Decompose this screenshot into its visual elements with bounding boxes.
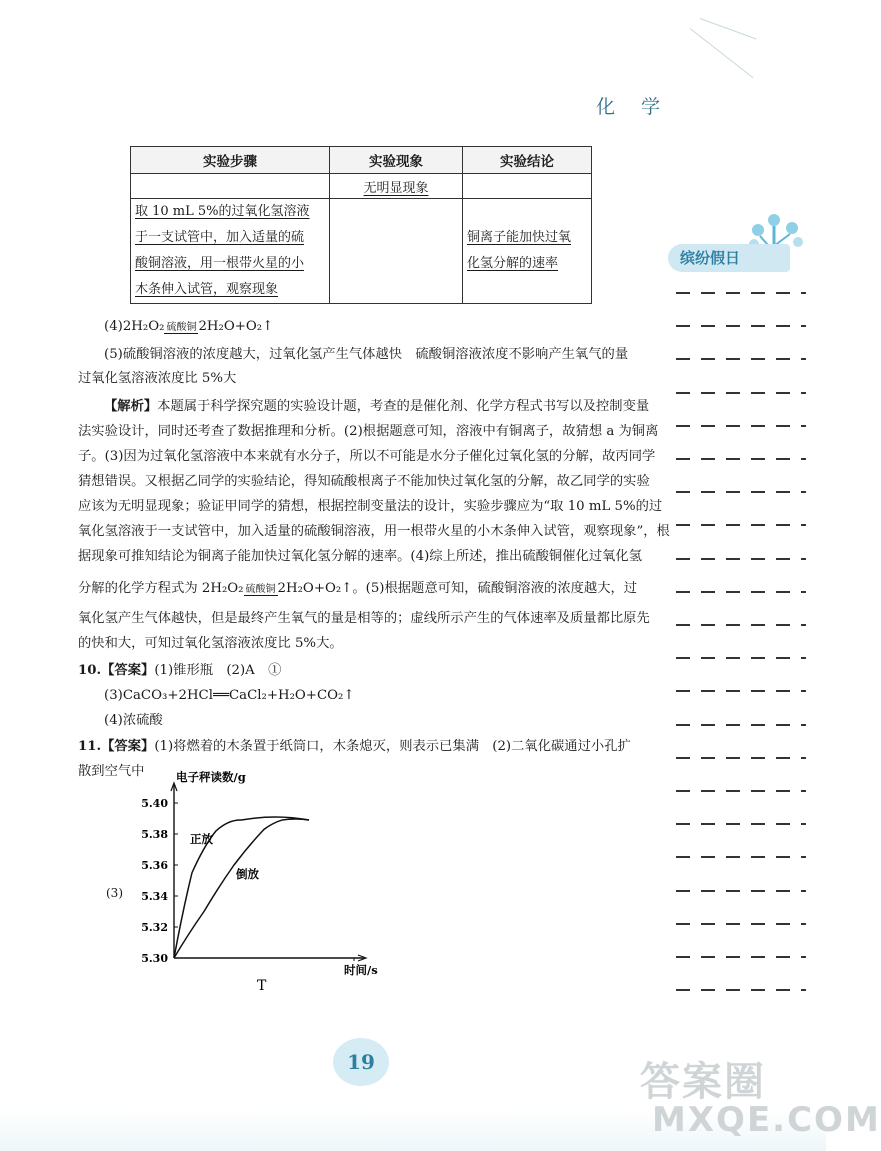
table-cell xyxy=(463,174,592,199)
header-steps: 实验步骤 xyxy=(131,147,330,174)
analysis-line: 氧化氢溶液于一支试管中，加入适量的硫酸铜溶液，用一根带火星的小木条伸入试管，观察现象”，根 xyxy=(78,524,670,539)
y-tick-label: 5.32 xyxy=(141,921,168,934)
analysis-tag: 【解析】 xyxy=(104,399,158,414)
y-tick-label: 5.40 xyxy=(141,797,168,810)
x-axis-label: 时间/s xyxy=(344,963,378,977)
answer-10-line: (3)CaCO₃+2HCl══CaCl₂+H₂O+CO₂↑ xyxy=(104,688,355,703)
table-cell xyxy=(330,199,463,304)
steps-line: 酸铜溶液，用一根带火星的小 xyxy=(135,256,305,271)
note-line xyxy=(676,757,806,759)
answer-10 xyxy=(78,662,281,680)
y-tick-label: 5.34 xyxy=(141,890,168,903)
answer-5-line: (5)硫酸铜溶液的浓度越大，过氧化氢产生气体越快 硫酸铜溶液浓度不影响产生氧气的量 xyxy=(104,347,629,362)
holiday-badge: 缤纷假日 xyxy=(668,244,790,272)
answer-5-line: 过氧化氢溶液浓度比 5%大 xyxy=(78,371,237,386)
answer-text: (1)锥形瓶 (2)A ① xyxy=(154,663,282,678)
note-line xyxy=(676,956,806,958)
analysis-line: 应该为无明显现象；验证甲同学的猜想，根据控制变量法的设计，实验步骤应为“取 10 mL 5%的过 xyxy=(78,499,663,514)
answer-11-part3: (3) xyxy=(106,886,123,900)
note-line xyxy=(676,558,806,560)
note-line xyxy=(676,724,806,726)
analysis-line: 法实验设计，同时还考查了数据推理和分析。(2)根据题意可知，溶液中有铜离子，故猜想 a 为铜离 xyxy=(78,424,659,439)
note-line xyxy=(676,624,806,626)
note-line xyxy=(676,591,806,593)
corner-decoration xyxy=(690,28,754,78)
note-line xyxy=(676,690,806,692)
note-line xyxy=(676,524,806,526)
phenomenon-text: 无明显现象 xyxy=(363,180,429,196)
note-line xyxy=(676,358,806,360)
analysis-line: 氧化氢产生气体越快，但是最终产生氧气的量是相等的；虚线所示产生的气体速率及质量都比原先 xyxy=(78,611,650,626)
answer-4 xyxy=(104,318,273,336)
series-label: 正放 xyxy=(190,832,213,846)
note-line xyxy=(676,823,806,825)
steps-line: 取 10 mL 5%的过氧化氢溶液 xyxy=(135,204,310,219)
table-row xyxy=(131,174,592,199)
table-header-row xyxy=(131,147,592,174)
analysis-line: 据现象可推知结论为铜离子能加快过氧化氢分解的速率。(4)综上所述，推出硫酸铜催化过氧化氢 xyxy=(78,549,643,564)
analysis-line: 猜想错误。又根据乙同学的实验结论，得知硫酸根离子不能加快过氧化氢的分解，故乙同学的实验 xyxy=(78,474,650,489)
note-line xyxy=(676,856,806,858)
steps-line: 木条伸入试管，观察现象 xyxy=(135,282,279,297)
steps-cell xyxy=(131,199,330,304)
y-tick-label: 5.38 xyxy=(141,828,168,841)
equation-reactants: 分解的化学方程式为 2H₂O₂ xyxy=(78,581,244,596)
watermark-url: MXQE.COM xyxy=(652,1100,881,1140)
answer-11-line: 散到空气中 xyxy=(78,764,145,779)
answer-text: (1)将燃着的木条置于纸筒口，木条熄灭，则表示已集满 (2)二氧化碳通过小孔扩 xyxy=(154,739,631,754)
note-line xyxy=(676,989,806,991)
catalyst-label: 硫酸铜 xyxy=(166,322,197,333)
series-label: 倒放 xyxy=(236,867,259,881)
note-line xyxy=(676,325,806,327)
mass-time-chart xyxy=(100,770,378,995)
conclusion-cell xyxy=(463,199,592,304)
analysis-line: 的快和大，可知过氧化氢溶液浓度比 5%大。 xyxy=(78,636,343,651)
header-phenomenon: 实验现象 xyxy=(330,147,463,174)
corner-decoration xyxy=(700,18,757,39)
analysis-line xyxy=(104,398,649,416)
note-line xyxy=(676,292,806,294)
table-cell xyxy=(330,174,463,199)
answer-tag: 11.【答案】 xyxy=(78,739,155,754)
equation-products: 2H₂O+O₂↑ xyxy=(198,319,274,334)
experiment-table xyxy=(130,146,592,304)
x-marker-label: T xyxy=(257,978,267,994)
analysis-text: 2H₂O+O₂↑。(5)根据题意可知，硫酸铜溶液的浓度越大，过 xyxy=(277,581,638,596)
header-conclusion: 实验结论 xyxy=(463,147,592,174)
answer-10-line: (4)浓硫酸 xyxy=(104,713,163,728)
equation-reactants: (4)2H₂O₂ xyxy=(104,319,165,334)
note-line xyxy=(676,790,806,792)
conclusion-line: 铜离子能加快过氧 xyxy=(467,230,572,245)
table-row xyxy=(131,199,592,304)
watermark: 答案圈 xyxy=(640,1059,766,1105)
note-line xyxy=(676,392,806,394)
y-tick-label: 5.30 xyxy=(141,952,168,965)
analysis-text: 本题属于科学探究题的实验设计题，考查的是催化剂、化学方程式书写以及控制变量 xyxy=(157,399,650,414)
steps-line: 于一支试管中，加入适量的硫 xyxy=(135,230,305,245)
note-line xyxy=(676,425,806,427)
conclusion-line: 化氢分解的速率 xyxy=(467,256,559,271)
page-number: 19 xyxy=(333,1038,389,1086)
answer-tag: 10.【答案】 xyxy=(78,663,155,678)
catalyst-label: 硫酸铜 xyxy=(245,584,276,595)
subject-title: 化 学 xyxy=(596,96,671,118)
note-line xyxy=(676,458,806,460)
y-tick-label: 5.36 xyxy=(141,859,168,872)
analysis-line xyxy=(78,580,637,598)
table-cell xyxy=(131,174,330,199)
y-axis-label: 电子秤读数/g xyxy=(176,770,246,784)
analysis-line: 子。(3)因为过氧化氢溶液中本来就有水分子，所以不可能是水分子催化过氧化氢的分解，故丙同学 xyxy=(78,449,656,464)
reaction-condition xyxy=(164,323,198,334)
note-line xyxy=(676,923,806,925)
note-line xyxy=(676,890,806,892)
note-line xyxy=(676,657,806,659)
answer-11 xyxy=(78,738,631,756)
reaction-condition xyxy=(244,585,278,596)
note-line xyxy=(676,491,806,493)
